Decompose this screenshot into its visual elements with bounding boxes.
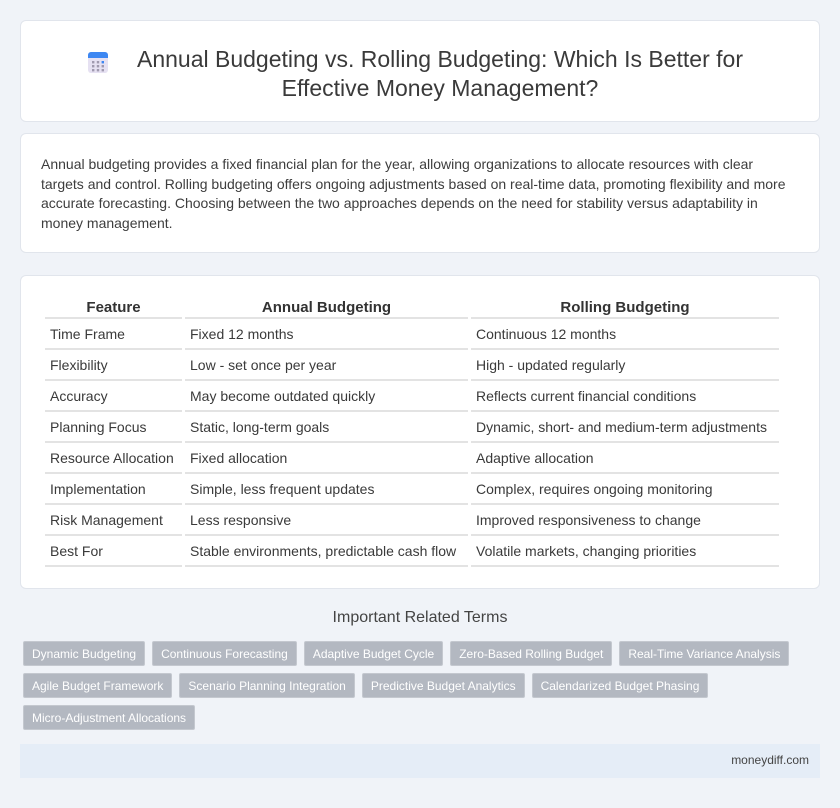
rolling-cell: Improved responsiveness to change <box>471 505 779 536</box>
related-terms-heading: Important Related Terms <box>332 609 508 626</box>
rolling-cell: High - updated regularly <box>471 350 779 381</box>
annual-cell: May become outdated quickly <box>185 381 468 412</box>
table-row <box>45 505 779 536</box>
related-term-tag[interactable]: Adaptive Budget Cycle <box>304 641 443 666</box>
table-row <box>45 474 779 505</box>
related-term-tag[interactable]: Calendarized Budget Phasing <box>532 673 709 698</box>
header-annual: Annual Budgeting <box>185 296 468 319</box>
table-row <box>45 536 779 567</box>
header-card <box>20 20 820 122</box>
feature-cell: Planning Focus <box>45 412 182 443</box>
comparison-table <box>42 296 782 567</box>
related-term-tag[interactable]: Predictive Budget Analytics <box>362 673 525 698</box>
feature-cell: Flexibility <box>45 350 182 381</box>
rolling-cell: Dynamic, short- and medium-term adjustments <box>471 412 779 443</box>
table-row <box>45 443 779 474</box>
header-rolling: Rolling Budgeting <box>471 296 779 319</box>
feature-cell: Implementation <box>45 474 182 505</box>
feature-cell: Accuracy <box>45 381 182 412</box>
feature-cell: Time Frame <box>45 319 182 350</box>
table-row <box>45 381 779 412</box>
header <box>21 45 819 103</box>
annual-cell: Fixed 12 months <box>185 319 468 350</box>
table-header-row <box>45 296 779 319</box>
footer <box>20 744 820 778</box>
feature-cell: Risk Management <box>45 505 182 536</box>
related-term-tag[interactable]: Real-Time Variance Analysis <box>619 641 789 666</box>
rolling-cell: Complex, requires ongoing monitoring <box>471 474 779 505</box>
summary-card <box>20 133 820 253</box>
annual-cell: Static, long-term goals <box>185 412 468 443</box>
related-term-tag[interactable]: Continuous Forecasting <box>152 641 297 666</box>
annual-cell: Low - set once per year <box>185 350 468 381</box>
rolling-cell: Adaptive allocation <box>471 443 779 474</box>
feature-cell: Best For <box>45 536 182 567</box>
related-terms-list <box>23 641 813 730</box>
site-credit[interactable]: moneydiff.com <box>731 753 809 767</box>
rolling-cell: Volatile markets, changing priorities <box>471 536 779 567</box>
rolling-cell: Continuous 12 months <box>471 319 779 350</box>
feature-cell: Resource Allocation <box>45 443 182 474</box>
table-row <box>45 350 779 381</box>
page-title: Annual Budgeting vs. Rolling Budgeting: Which Is Better for Effective Money Management? <box>136 46 743 101</box>
related-term-tag[interactable]: Dynamic Budgeting <box>23 641 145 666</box>
related-term-tag[interactable]: Zero-Based Rolling Budget <box>450 641 612 666</box>
table-row <box>45 319 779 350</box>
header-feature: Feature <box>45 296 182 319</box>
annual-cell: Fixed allocation <box>185 443 468 474</box>
calendar-icon <box>87 50 109 74</box>
related-term-tag[interactable]: Micro-Adjustment Allocations <box>23 705 195 730</box>
annual-cell: Less responsive <box>185 505 468 536</box>
annual-cell: Simple, less frequent updates <box>185 474 468 505</box>
related-term-tag[interactable]: Scenario Planning Integration <box>179 673 354 698</box>
rolling-cell: Reflects current financial conditions <box>471 381 779 412</box>
summary-text: Annual budgeting provides a fixed financial plan for the year, allowing organizations to allocate resources with clear targets and control. Rolling budgeting offers ongoing adjustments based on real-time data, promoting flexibility and more accurate forecasting. Choosing between the two approaches depends on the need for stability versus adaptability in money management. <box>41 156 786 231</box>
annual-cell: Stable environments, predictable cash flow <box>185 536 468 567</box>
table-row <box>45 412 779 443</box>
related-term-tag[interactable]: Agile Budget Framework <box>23 673 172 698</box>
comparison-card <box>20 275 820 589</box>
